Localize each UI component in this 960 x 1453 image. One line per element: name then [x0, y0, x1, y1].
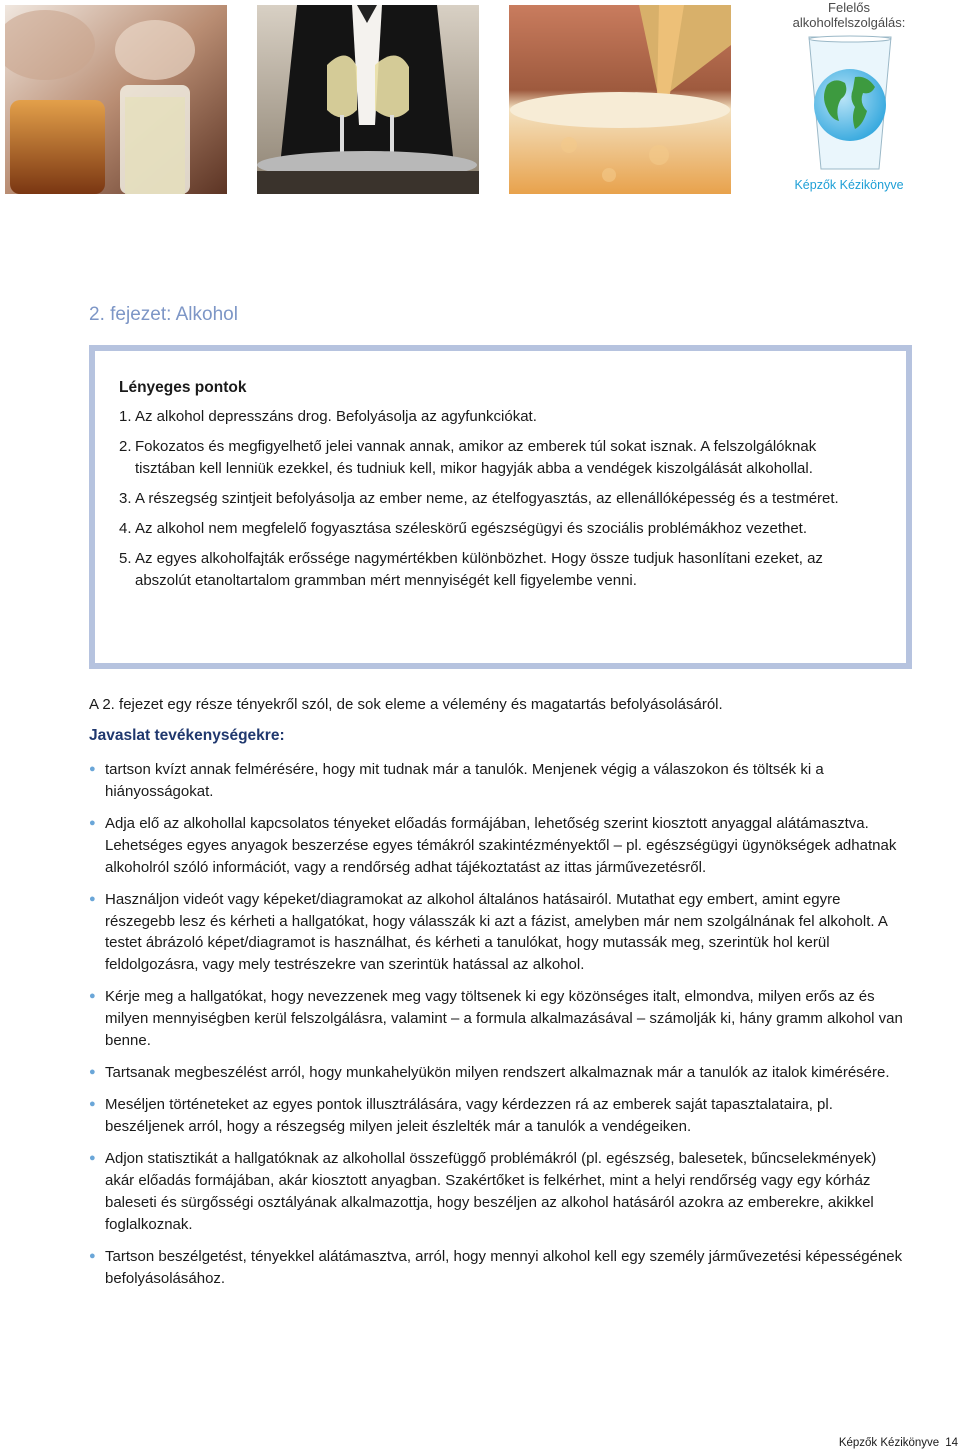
logo-caption: Képzők Kézikönyve	[794, 178, 904, 192]
key-point-number: 5.	[119, 550, 132, 567]
key-point-number: 2.	[119, 438, 132, 455]
suggestion-item	[89, 813, 909, 878]
suggestion-item	[89, 1148, 909, 1235]
suggestion-text: Adja elő az alkohollal kapcsolatos tényeket előadás formájában, lehetőség szerint kiosztott anyaggal alátámasztva. Lehetséges egyes anyagok beszerzése egyes témákról szakintézményektől – pl. egészségügyi ügynökségek adhatnak alkoholról szóló információt, vagy a rendőrség adhat tájékoztatást az ittas járművezetésről.	[105, 814, 897, 876]
key-points-box	[89, 345, 912, 669]
intro-paragraph: A 2. fejezet egy része tényekről szól, de sok eleme a vélemény és magatartás befolyásolásáról.	[89, 696, 723, 713]
suggestion-text: tartson kvízt annak felmérésére, hogy mit tudnak már a tanulók. Menjenek végig a válaszokon és töltsék ki a hiányosságokat.	[105, 761, 824, 800]
globe-glass-logo	[805, 33, 895, 173]
key-point-text: Az alkohol depresszáns drog. Befolyásolja az agyfunkciókat.	[135, 408, 537, 425]
key-point-text: A részegség szintjeit befolyásolja az ember neme, az ételfogyasztás, az ellenállóképesség és a testméret.	[135, 490, 839, 507]
suggestions-heading: Javaslat tevékenységekre:	[89, 727, 285, 744]
bullet-icon: ●	[89, 892, 96, 905]
suggestion-text: Tartson beszélgetést, tényekkel alátámasztva, arról, hogy mennyi alkohol kell egy személy járművezetési képességének befolyásolásához.	[105, 1247, 903, 1287]
page-number: 14	[945, 1437, 958, 1449]
bullet-icon: ●	[89, 1066, 96, 1079]
bullet-icon: ●	[89, 763, 96, 775]
suggestion-item	[89, 889, 909, 976]
suggestion-text: Használjon videót vagy képeket/diagramokat az alkohol általános hatásairól. Mutathat egy embert, amint egyre részegebb lesz és kérheti a hallgatókat, hogy válasszák ki azt a fázist, amelyben már nem szolgálnának fel alkoholt. A testet ábrázoló képet/diagramot is használhat, és kérheti a tanulókat, hogy mutassák meg, szerintük hol kerül feldolgozásra, vagy mely testrészekre van szerintük hatással az alkohol.	[105, 890, 888, 974]
suggestion-item	[89, 1062, 909, 1084]
key-point-number: 3.	[119, 490, 132, 507]
bullet-icon: ●	[89, 1152, 96, 1165]
key-point-text: Az egyes alkoholfajták erőssége nagymértékben különbözhet. Hogy össze tudjuk hasonlítani ezeket, az abszolút etanoltartalom grammban mért mennyiségét kell figyelembe venni.	[135, 550, 823, 589]
photo-beer-pouring	[509, 5, 731, 194]
bullet-icon: ●	[89, 990, 96, 1003]
suggestion-text: Adjon statisztikát a hallgatóknak az alkohollal összefüggő problémákról (pl. egészség, balesetek, bűncselekmények) akár előadás formájában, akár kiosztott anyagban. Szakértőket is felkérhet, mint a helyi rendőrség vagy egy kórház baleseti és sürgősségi osztályának alkalmazottja, hogy beszéljen az alkohol hatásáról azokra az emberekre, akikkel foglalkoznak.	[105, 1150, 877, 1233]
bullet-icon: ●	[89, 816, 96, 829]
suggestions-list	[89, 759, 909, 1300]
suggestion-item	[89, 1246, 909, 1290]
key-points-heading: Lényeges pontok	[119, 379, 247, 396]
key-point-text: Az alkohol nem megfelelő fogyasztása széleskörű egészségügyi és szociális problémákhoz vezethet.	[135, 520, 808, 537]
suggestion-item	[89, 759, 909, 803]
bullet-icon: ●	[89, 1249, 96, 1262]
page-footer	[760, 1437, 960, 1449]
key-point	[119, 548, 879, 592]
key-points-list	[119, 406, 879, 600]
suggestion-item	[89, 1094, 909, 1138]
suggestion-item	[89, 986, 909, 1051]
photo-beer-glasses	[5, 5, 227, 194]
bullet-icon: ●	[89, 1098, 96, 1111]
key-point	[119, 518, 879, 540]
key-point	[119, 488, 879, 510]
photo-waiter-champagne	[257, 5, 479, 194]
suggestion-text: Kérje meg a hallgatókat, hogy nevezzenek meg vagy töltsenek ki egy közönséges italt, elmondva, milyen erős az és milyen mennyiségben kerül felszolgálásra, valamint – a formula alkalmazásával – számolják ki, hány gramm alkohol van benne.	[105, 988, 903, 1049]
key-point-number: 1.	[119, 408, 132, 425]
chapter-title: 2. fejezet: Alkohol	[89, 304, 238, 325]
suggestion-text: Tartsanak megbeszélést arról, hogy munkahelyükön milyen rendszert alkalmaznak már a tanulók az italok kimérésére.	[105, 1064, 890, 1082]
suggestion-text: Meséljen történeteket az egyes pontok illusztrálására, vagy kérdezzen rá az emberek saját tapasztalataira, pl. beszéljenek arról, hogy a részegség milyen jeleit észlelték már a tanulók a vendégeiken.	[105, 1096, 833, 1136]
logo-title: Felelős alkoholfelszolgálás:	[792, 0, 906, 30]
key-point-number: 4.	[119, 520, 132, 537]
key-point	[119, 406, 879, 428]
footer-label: Képzők Kézikönyve	[838, 1437, 940, 1449]
key-point-text: Fokozatos és megfigyelhető jelei vannak annak, amikor az emberek túl sokat isznak. A felszolgálóknak tisztában kell lenniük ezekkel, és tudniuk kell, mikor hagyják abba a vendégek kiszolgálását alkohollal.	[135, 438, 817, 477]
key-point	[119, 436, 879, 480]
